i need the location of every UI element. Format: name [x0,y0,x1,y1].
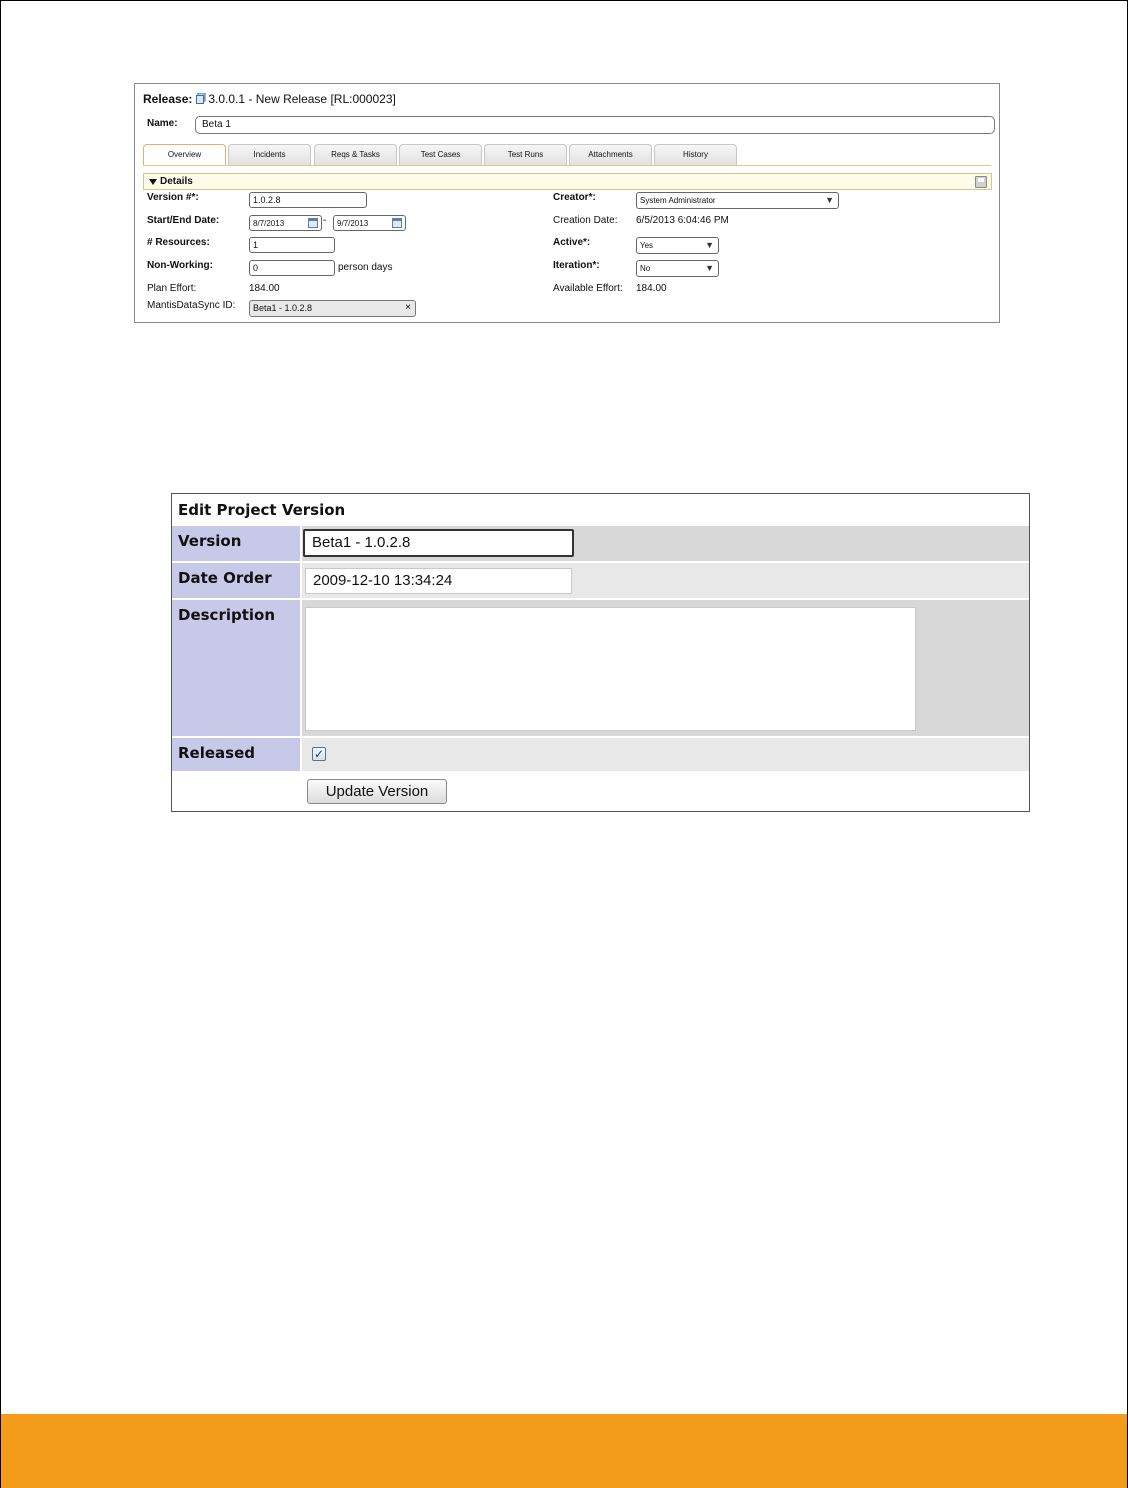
creation-date-label: Creation Date: [553,215,618,226]
released-row-cell [302,738,1029,771]
date-order-input[interactable]: 2009-12-10 13:34:24 [305,568,572,594]
version-input[interactable]: 1.0.2.8 [249,192,367,208]
description-row [172,600,1029,736]
creator-label: Creator*: [553,192,596,203]
description-textarea[interactable] [305,607,916,731]
release-icon [196,93,206,104]
iteration-label: Iteration*: [553,260,600,271]
active-label: Active*: [553,237,591,248]
released-row-label: Released [172,738,300,771]
nonworking-label: Non-Working: [147,260,213,271]
calendar-icon[interactable] [308,218,318,228]
tab-overview[interactable]: Overview [143,144,226,166]
start-end-date-label: Start/End Date: [147,215,220,226]
date-order-row-cell [302,563,1029,598]
available-effort-label: Available Effort: [553,283,623,294]
creation-date-value: 6/5/2013 6:04:46 PM [636,215,729,226]
plan-effort-value: 184.00 [249,283,280,294]
released-row [172,738,1029,771]
iteration-select[interactable] [636,260,719,277]
end-date-value: 9/7/2013 [337,219,369,228]
release-title [143,92,396,106]
creator-select[interactable] [636,192,839,209]
dropdown-arrow-icon: ▼ [705,263,714,273]
description-row-cell [302,600,1029,736]
end-date-input[interactable] [333,215,406,231]
date-order-row [172,563,1029,598]
release-panel [134,83,1000,323]
creator-value: System Administrator [640,196,716,205]
calendar-icon[interactable] [392,218,402,228]
release-title-label: Release: [143,92,193,106]
tab-underline [143,165,991,166]
version-input[interactable]: Beta1 - 1.0.2.8 [303,529,574,557]
version-row [172,526,1029,561]
name-label: Name: [147,118,178,129]
active-value: Yes [640,241,654,250]
start-date-value: 8/7/2013 [253,219,285,228]
sync-id-value: Beta1 - 1.0.2.8 [253,303,313,313]
date-separator: - [323,215,327,226]
dropdown-arrow-icon: ▼ [705,240,714,250]
version-row-label: Version [172,526,300,561]
sync-id-label: MantisDataSync ID: [147,300,236,311]
tab-attachments[interactable]: Attachments [569,144,652,165]
tab-history[interactable]: History [654,144,737,165]
clear-icon[interactable]: × [405,302,411,313]
release-title-value: 3.0.0.1 - New Release [RL:000023] [208,92,396,106]
resources-input[interactable]: 1 [249,237,335,253]
tab-test-cases[interactable]: Test Cases [399,144,482,165]
details-section-header[interactable] [143,173,992,190]
save-icon[interactable] [975,176,987,188]
tab-test-runs[interactable]: Test Runs [484,144,567,165]
available-effort-value: 184.00 [636,283,667,294]
tab-incidents[interactable]: Incidents [228,144,311,165]
nonworking-unit: person days [338,262,393,273]
iteration-value: No [640,264,651,273]
collapse-triangle-icon[interactable] [149,179,157,185]
start-date-input[interactable] [249,215,322,231]
nonworking-input[interactable]: 0 [249,260,335,276]
sync-id-field[interactable] [249,300,416,317]
plan-effort-label: Plan Effort: [147,283,197,294]
details-label: Details [160,176,193,187]
date-order-row-label: Date Order [172,563,300,598]
version-label: Version #*: [147,192,199,203]
footer-bar [1,1414,1127,1488]
tab-reqs-tasks[interactable]: Reqs & Tasks [314,144,397,165]
released-checkbox[interactable]: ✓ [313,747,325,761]
dropdown-arrow-icon: ▼ [825,195,834,205]
panel-title: Edit Project Version [178,501,346,519]
edit-project-version-panel [171,493,1030,812]
description-row-label: Description [172,600,300,736]
name-input[interactable]: Beta 1 [195,116,995,134]
version-row-cell [302,526,1029,561]
update-version-button[interactable]: Update Version [307,779,447,804]
resources-label: # Resources: [147,237,210,248]
active-select[interactable] [636,237,719,254]
